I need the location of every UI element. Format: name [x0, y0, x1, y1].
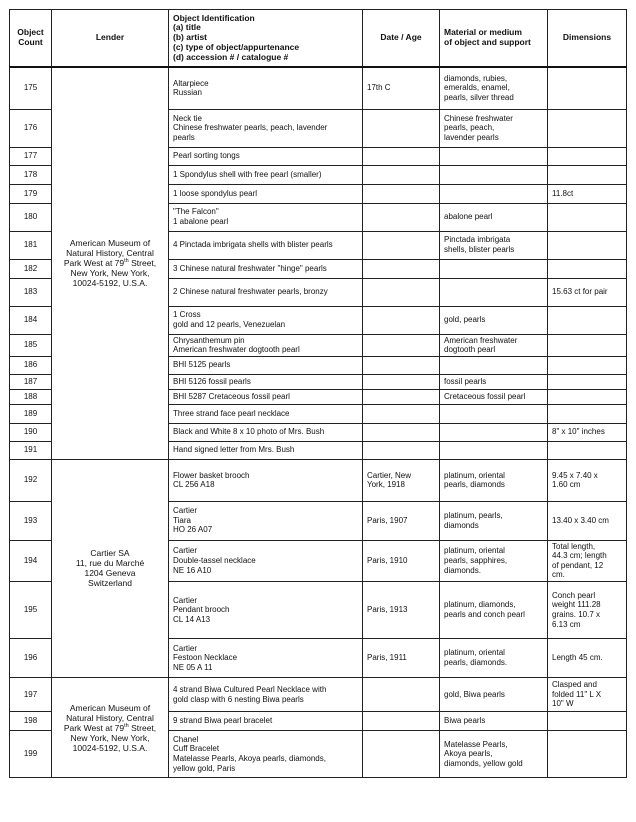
dimensions-cell: [548, 231, 627, 259]
material-cell: [440, 582, 548, 639]
date-age-cell: [363, 306, 440, 334]
object-identification-cell-line: Cartier: [173, 595, 198, 605]
object-count-cell: 178: [10, 165, 52, 184]
material-cell-line: Chinese freshwater: [444, 113, 513, 123]
material-cell: [440, 147, 548, 165]
material-cell: [440, 404, 548, 423]
lender-address-line: 11, rue du Marché: [75, 558, 145, 569]
object-count-cell: 187: [10, 374, 52, 389]
dimensions-cell: [548, 374, 627, 389]
ordinal-suffix: th: [124, 258, 129, 265]
object-identification-cell-line: NE 16 A10: [173, 565, 212, 575]
object-count-cell: 185: [10, 334, 52, 356]
object-identification-cell-line: Flower basket brooch: [173, 470, 250, 480]
object-identification-cell-line: 1 Spondylus shell with free pearl (smaller): [173, 169, 322, 179]
material-cell: [440, 374, 548, 389]
object-count-cell: 197: [10, 678, 52, 712]
object-identification-cell-line: Cartier: [173, 643, 198, 653]
object-identification-cell-line: 9 strand Biwa pearl bracelet: [173, 716, 273, 726]
dimensions-cell: [548, 165, 627, 184]
material-cell: [440, 165, 548, 184]
object-count-cell: 194: [10, 540, 52, 581]
date-age-cell-line: Paris, 1913: [367, 605, 408, 615]
date-age-cell: [363, 712, 440, 731]
header-object-count: Object Count: [10, 10, 52, 68]
dimensions-cell: [548, 389, 627, 404]
dimensions-cell: [548, 501, 627, 540]
object-count-cell: 175: [10, 67, 52, 109]
object-identification-cell: [169, 731, 363, 778]
date-age-cell: [363, 334, 440, 356]
material-cell: [440, 306, 548, 334]
material-cell: [440, 389, 548, 404]
material-cell-line: shells, blister pearls: [444, 245, 515, 254]
dimensions-cell-line: grains. 10.7 x: [552, 610, 601, 620]
lender-address-line: American Museum of: [69, 702, 151, 713]
header-material: Material or medium of object and support: [440, 10, 548, 68]
object-identification-cell-line: BHI 5125 pearls: [173, 360, 231, 370]
material-cell: [440, 278, 548, 306]
dimensions-cell: [548, 109, 627, 147]
header-object-identification: Object Identification (a) title (b) artist (c) type of object/appurtenance (d) accession # / catalogue #: [169, 10, 363, 68]
object-identification-cell-line: Hand signed letter from Mrs. Bush: [173, 445, 295, 455]
material-cell-line: Cretaceous fossil pearl: [444, 391, 526, 401]
dimensions-cell: [548, 404, 627, 423]
object-identification-cell: [169, 459, 363, 501]
dimensions-cell: [548, 459, 627, 501]
object-identification-cell-line: Chinese freshwater pearls, peach, lavender: [173, 123, 328, 133]
object-identification-cell-line: pearls: [173, 132, 195, 142]
material-cell: [440, 441, 548, 459]
date-age-cell: [363, 165, 440, 184]
object-identification-cell: [169, 582, 363, 639]
material-cell-line: abalone pearl: [444, 212, 493, 222]
date-age-cell-line: 17th C: [367, 83, 391, 93]
object-identification-cell-line: 1 Cross: [173, 310, 201, 320]
object-count-cell: 189: [10, 404, 52, 423]
object-identification-cell-line: Three strand face pearl necklace: [173, 408, 290, 418]
date-age-cell: [363, 404, 440, 423]
material-cell-line: diamonds, rubies,: [444, 73, 508, 83]
material-cell-line: pearls, sapphires,: [444, 556, 508, 566]
dimensions-cell-line: 9.45 x 7.40 x: [552, 470, 598, 480]
object-identification-cell: [169, 639, 363, 678]
object-identification-cell-line: Double-tassel necklace: [173, 556, 256, 566]
dimensions-cell: [548, 441, 627, 459]
object-identification-cell-line: Russian: [173, 88, 202, 98]
object-identification-cell-line: Chanel: [173, 734, 199, 744]
material-cell: [440, 184, 548, 203]
object-count-cell: 177: [10, 147, 52, 165]
object-identification-cell: [169, 389, 363, 404]
object-count-cell: 188: [10, 389, 52, 404]
material-cell: [440, 334, 548, 356]
material-cell-line: American freshwater: [444, 335, 518, 345]
object-identification-cell-line: BHI 5126 fossil pearls: [173, 376, 251, 386]
date-age-cell: [363, 731, 440, 778]
dimensions-cell-line: 1.60 cm: [552, 480, 581, 490]
lender-address-line: 10024-5192, U.S.A.: [72, 742, 148, 753]
material-cell-line: diamonds.: [444, 565, 481, 575]
material-cell: [440, 203, 548, 231]
material-cell-line: Akoya pearls,: [444, 749, 493, 759]
material-cell: [440, 231, 548, 259]
object-identification-cell: [169, 306, 363, 334]
object-identification-cell: [169, 423, 363, 441]
object-count-cell: 181: [10, 231, 52, 259]
dimensions-cell-line: of pendant, 12: [552, 560, 604, 570]
header-dimensions: Dimensions: [548, 10, 627, 68]
object-identification-cell-line: 2 Chinese natural freshwater pearls, bronzy: [173, 287, 328, 297]
material-cell-line: dogtooth pearl: [444, 345, 496, 355]
lender-address-line: New York, New York,: [70, 732, 150, 743]
object-identification-cell-line: Chrysanthemum pin: [173, 335, 245, 345]
object-identification-cell: [169, 109, 363, 147]
dimensions-cell-line: weight 111.28: [552, 600, 601, 610]
dimensions-cell-line: folded 11" L X: [552, 689, 602, 699]
object-identification-cell: [169, 231, 363, 259]
object-identification-cell-line: 3 Chinese natural freshwater "hinge" pearls: [173, 263, 327, 273]
object-count-cell: 199: [10, 731, 52, 778]
date-age-cell: [363, 67, 440, 109]
object-identification-cell: [169, 712, 363, 731]
date-age-cell-line: Paris, 1910: [367, 556, 408, 566]
material-cell-line: platinum, diamonds,: [444, 600, 516, 610]
ordinal-suffix: th: [124, 722, 129, 729]
object-count-cell: 179: [10, 184, 52, 203]
date-age-cell: [363, 639, 440, 678]
dimensions-cell-line: 6.13 cm: [552, 619, 581, 629]
material-cell-line: fossil pearls: [444, 376, 487, 386]
lender-street-word: Street,: [128, 258, 157, 269]
dimensions-cell: [548, 203, 627, 231]
material-cell-line: pearls, peach,: [444, 123, 495, 133]
lender-address-line: New York, New York,: [70, 268, 150, 279]
material-cell-line: diamonds, yellow gold: [444, 758, 523, 768]
date-age-cell: [363, 147, 440, 165]
lender-address-line: 1204 Geneva: [84, 568, 136, 579]
date-age-cell-line: Paris, 1907: [367, 515, 408, 525]
material-cell-line: Biwa pearls: [444, 716, 486, 726]
object-identification-cell-line: gold and 12 pearls, Venezuelan: [173, 320, 286, 329]
object-identification-cell: [169, 540, 363, 581]
dimensions-cell: [548, 731, 627, 778]
header-date-age: Date / Age: [363, 10, 440, 68]
material-cell-line: pearls and conch pearl: [444, 610, 525, 620]
object-identification-cell: [169, 678, 363, 712]
material-cell: [440, 712, 548, 731]
object-count-cell: 183: [10, 278, 52, 306]
dimensions-cell-line: 44.3 cm; length: [552, 551, 607, 561]
object-identification-cell: [169, 356, 363, 374]
material-cell-line: lavender pearls: [444, 132, 499, 142]
lender-address-line: [56, 258, 164, 268]
object-identification-cell-line: Black and White 8 x 10 photo of Mrs. Bush: [173, 427, 325, 437]
dimensions-cell: [548, 67, 627, 109]
lender-cell-amnh: [52, 67, 169, 459]
date-age-cell: [363, 540, 440, 581]
object-count-cell: 186: [10, 356, 52, 374]
date-age-cell: [363, 441, 440, 459]
object-count-cell: 191: [10, 441, 52, 459]
dimensions-cell: [548, 278, 627, 306]
material-cell-line: pearls, silver thread: [444, 93, 514, 103]
material-cell-line: emeralds, enamel,: [444, 83, 510, 93]
dimensions-cell-line: cm.: [552, 570, 565, 580]
object-identification-cell-line: NE 05 A 11: [173, 662, 213, 672]
object-count-cell: 182: [10, 259, 52, 278]
object-identification-cell-line: Festoon Necklace: [173, 653, 238, 663]
object-count-cell: 193: [10, 501, 52, 540]
material-cell: [440, 639, 548, 678]
dimensions-cell-line: 10" W: [552, 699, 574, 709]
object-identification-cell-line: 1 abalone pearl: [173, 217, 229, 226]
object-identification-cell-line: "The Falcon": [173, 207, 219, 217]
lender-address-line: 10024-5192, U.S.A.: [72, 278, 148, 289]
lender-address-line: Natural History, Central: [66, 248, 154, 259]
date-age-cell: [363, 203, 440, 231]
date-age-cell-line: Paris, 1911: [367, 653, 407, 663]
object-identification-cell: [169, 67, 363, 109]
object-count-cell: 195: [10, 582, 52, 639]
material-cell-line: platinum, oriental: [444, 470, 505, 480]
object-identification-cell-line: Tiara: [173, 515, 191, 525]
date-age-cell: [363, 109, 440, 147]
object-count-cell: 180: [10, 203, 52, 231]
lender-cell-amnh: [52, 678, 169, 778]
dimensions-cell-line: 8" x 10" inches: [552, 427, 605, 437]
object-identification-cell-line: BHI 5287 Cretaceous fossil pearl: [173, 391, 290, 401]
object-identification-cell-line: Pearl sorting tongs: [173, 151, 240, 161]
object-identification-cell: [169, 404, 363, 423]
dimensions-cell-line: 15.63 ct for pair: [552, 287, 608, 297]
object-identification-cell-line: Cartier: [173, 546, 198, 556]
material-cell: [440, 109, 548, 147]
object-identification-cell-line: Cuff Bracelet: [173, 744, 220, 754]
object-identification-cell-line: American freshwater dogtooth pearl: [173, 345, 300, 355]
object-count-cell: 192: [10, 459, 52, 501]
object-identification-cell: [169, 184, 363, 203]
object-loan-table: [9, 9, 627, 778]
material-cell-line: platinum, oriental: [444, 648, 505, 658]
object-identification-cell-line: 4 Pinctada imbrigata shells with blister pearls: [173, 240, 333, 250]
date-age-cell: [363, 459, 440, 501]
object-identification-cell: [169, 334, 363, 356]
material-cell-line: diamonds: [444, 520, 479, 530]
object-count-cell: 184: [10, 306, 52, 334]
dimensions-cell: [548, 306, 627, 334]
dimensions-cell: [548, 678, 627, 712]
lender-street-word: Street,: [128, 722, 157, 733]
dimensions-cell: [548, 184, 627, 203]
dimensions-cell-line: Total length,: [552, 541, 596, 551]
lender-cell-cartier: [52, 459, 169, 677]
date-age-cell: [363, 356, 440, 374]
object-identification-cell-line: gold clasp with 6 nesting Biwa pearls: [173, 694, 304, 704]
date-age-cell: [363, 278, 440, 306]
object-count-cell: 176: [10, 109, 52, 147]
dimensions-cell: [548, 582, 627, 639]
object-identification-cell-line: HO 26 A07: [173, 525, 213, 535]
date-age-cell-line: York, 1918: [367, 480, 405, 490]
dimensions-cell: [548, 540, 627, 581]
date-age-cell: [363, 423, 440, 441]
material-cell: [440, 678, 548, 712]
object-identification-cell: [169, 501, 363, 540]
material-cell: [440, 501, 548, 540]
date-age-cell: [363, 582, 440, 639]
object-identification-cell-line: CL 14 A13: [173, 614, 211, 624]
material-cell-line: pearls, diamonds.: [444, 658, 508, 668]
object-count-cell: 198: [10, 712, 52, 731]
material-cell-line: gold, Biwa pearls: [444, 689, 505, 699]
object-identification-cell-line: yellow gold, Paris: [173, 763, 236, 773]
object-identification-cell: [169, 441, 363, 459]
table-body: [10, 67, 627, 778]
object-identification-cell-line: 4 strand Biwa Cultured Pearl Necklace with: [173, 684, 327, 694]
object-count-cell: 190: [10, 423, 52, 441]
date-age-cell: [363, 259, 440, 278]
object-identification-cell-line: Cartier: [173, 506, 198, 516]
material-cell-line: platinum, pearls,: [444, 511, 503, 521]
dimensions-cell: [548, 356, 627, 374]
lender-address-line: [56, 723, 164, 733]
object-identification-cell: [169, 165, 363, 184]
dimensions-cell: [548, 712, 627, 731]
material-cell: [440, 423, 548, 441]
dimensions-cell-line: Clasped and: [552, 680, 597, 690]
dimensions-cell: [548, 147, 627, 165]
object-identification-cell-line: Altarpiece: [173, 78, 209, 88]
object-identification-cell-line: Neck tie: [173, 113, 202, 123]
date-age-cell: [363, 501, 440, 540]
header-row: [10, 10, 627, 68]
object-identification-cell: [169, 374, 363, 389]
object-count-cell: 196: [10, 639, 52, 678]
date-age-cell-line: Cartier, New: [367, 470, 412, 480]
dimensions-cell: [548, 423, 627, 441]
object-identification-cell-line: 1 loose spondylus pearl: [173, 188, 258, 198]
material-cell: [440, 356, 548, 374]
material-cell: [440, 540, 548, 581]
dimensions-cell: [548, 639, 627, 678]
object-identification-cell-line: Matelasse Pearls, Akoya pearls, diamonds,: [173, 754, 326, 764]
dimensions-cell-line: Conch pearl: [552, 590, 596, 600]
object-identification-cell: [169, 147, 363, 165]
lender-address-line: American Museum of: [69, 238, 151, 249]
object-identification-cell: [169, 203, 363, 231]
header-lender: Lender: [52, 10, 169, 68]
object-identification-cell-line: CL 256 A18: [173, 480, 215, 490]
material-cell-line: Matelasse Pearls,: [444, 739, 508, 749]
date-age-cell: [363, 374, 440, 389]
dimensions-cell-line: Length 45 cm.: [552, 653, 603, 663]
material-cell: [440, 459, 548, 501]
object-identification-cell: [169, 278, 363, 306]
material-cell: [440, 259, 548, 278]
dimensions-cell: [548, 259, 627, 278]
lender-street-number: Park West at 79: [63, 722, 125, 733]
object-identification-cell-line: Pendant brooch: [173, 605, 230, 615]
date-age-cell: [363, 389, 440, 404]
table-row: [10, 459, 627, 501]
date-age-cell: [363, 184, 440, 203]
object-identification-cell: [169, 259, 363, 278]
dimensions-cell-line: 13.40 x 3.40 cm: [552, 515, 609, 525]
material-cell: [440, 731, 548, 778]
date-age-cell: [363, 231, 440, 259]
lender-address-line: Natural History, Central: [66, 712, 154, 723]
dimensions-cell: [548, 334, 627, 356]
dimensions-cell-line: 11.8ct: [552, 188, 574, 198]
table-row: [10, 67, 627, 109]
table-row: [10, 678, 627, 712]
date-age-cell: [363, 678, 440, 712]
lender-address-line: Switzerland: [88, 578, 132, 589]
material-cell-line: pearls, diamonds: [444, 480, 505, 490]
material-cell: [440, 67, 548, 109]
material-cell-line: platinum, oriental: [444, 546, 505, 556]
material-cell-line: Pinctada imbrigata: [444, 235, 511, 245]
lender-street-number: Park West at 79: [63, 258, 125, 269]
material-cell-line: gold, pearls: [444, 315, 486, 325]
lender-address-line: Cartier SA: [90, 548, 130, 559]
